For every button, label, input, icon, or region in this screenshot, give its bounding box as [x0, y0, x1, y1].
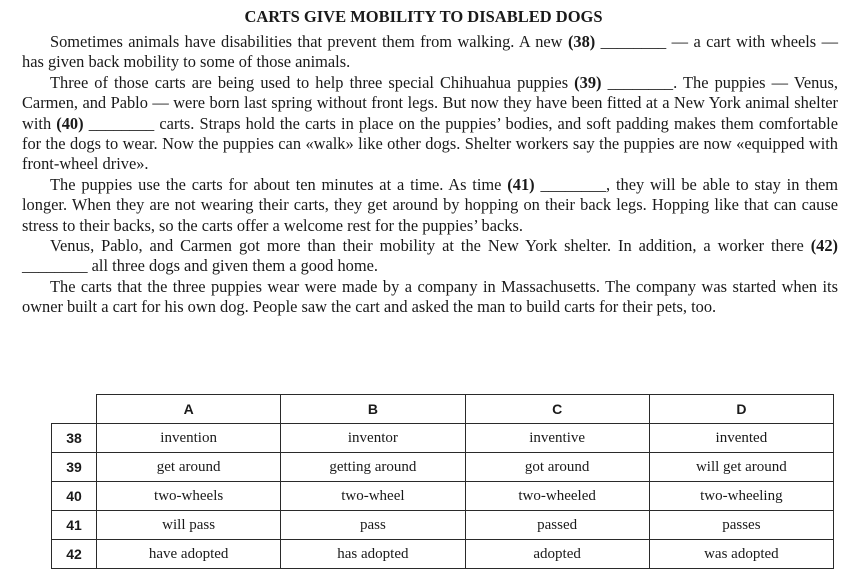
- paragraph-text: ________. The puppies — Venus, Carmen, and Pablo — were born last spring without front legs. But now they have been fitted at a New York animal shelter with: [22, 72, 838, 133]
- gap-number: (38): [567, 32, 596, 51]
- option-d: passes: [649, 511, 833, 540]
- option-b: pass: [281, 511, 465, 540]
- paragraph-text: ________ — a cart with wheels — has given back mobility to some of those animals.: [22, 32, 838, 72]
- option-a: have adopted: [97, 540, 281, 569]
- paragraph: [22, 236, 838, 277]
- table-header-row: [52, 395, 834, 424]
- option-d: will get around: [649, 453, 833, 482]
- paragraph-text: The puppies use the carts for about ten minutes at a time. As time: [50, 174, 508, 194]
- table-row: [52, 540, 834, 569]
- option-c: adopted: [465, 540, 649, 569]
- gap-number: (42): [810, 236, 838, 256]
- table-row: [52, 511, 834, 540]
- option-b: two-wheel: [281, 482, 465, 511]
- column-header-c: C: [465, 395, 649, 424]
- option-b: has adopted: [281, 540, 465, 569]
- gap-number: (40): [56, 113, 84, 133]
- option-a: invention: [97, 424, 281, 453]
- paragraph-text: ________ all three dogs and given them a good home.: [22, 256, 378, 276]
- paragraph-text: The carts that the three puppies wear were made by a company in Massachusetts. The company was started when its owner built a cart for his own dog. People saw the cart and asked the man to build carts for their pets, too.: [22, 276, 838, 317]
- option-a: get around: [97, 453, 281, 482]
- paragraph: [22, 277, 838, 318]
- question-number: 42: [52, 540, 97, 569]
- option-b: inventor: [281, 424, 465, 453]
- column-header-d: D: [649, 395, 833, 424]
- paragraph: [22, 175, 838, 236]
- answer-options-table: [51, 394, 834, 569]
- option-c: inventive: [465, 424, 649, 453]
- option-d: two-wheeling: [649, 482, 833, 511]
- option-a: two-wheels: [97, 482, 281, 511]
- table-row: [52, 424, 834, 453]
- paragraph-text: ________ carts. Straps hold the carts in place on the puppies’ bodies, and soft padding makes them comfortable for the dogs to wear. Now the puppies can «walk» like other dogs. Shelter workers say the puppies are now «equipped with front-wheel drive».: [22, 113, 839, 174]
- option-b: getting around: [281, 453, 465, 482]
- paragraph-text: ________, they will be able to stay in them longer. When they are not wearing their carts, they get around by hopping on their back legs. Hopping like that can cause stress to their backs, so the carts offer a welcome rest for the puppies’ backs.: [22, 174, 838, 235]
- paragraph-text: Venus, Pablo, and Carmen got more than their mobility at the New York shelter. In addition, a worker there: [50, 236, 811, 256]
- option-a: will pass: [97, 511, 281, 540]
- option-c: two-wheeled: [465, 482, 649, 511]
- table-corner-cell: [52, 395, 97, 424]
- option-d: invented: [649, 424, 833, 453]
- paragraph-text: Sometimes animals have disabilities that prevent them from walking. A new: [50, 32, 568, 51]
- question-number: 40: [52, 482, 97, 511]
- table-row: [52, 482, 834, 511]
- paragraph: [22, 32, 838, 73]
- option-c: got around: [465, 453, 649, 482]
- gap-number: (39): [574, 72, 602, 92]
- paragraph: [22, 73, 838, 175]
- table-row: [52, 453, 834, 482]
- gap-number: (41): [507, 174, 535, 194]
- option-c: passed: [465, 511, 649, 540]
- column-header-a: A: [97, 395, 281, 424]
- question-number: 38: [52, 424, 97, 453]
- question-number: 41: [52, 511, 97, 540]
- option-d: was adopted: [649, 540, 833, 569]
- question-number: 39: [52, 453, 97, 482]
- paragraph-text: Three of those carts are being used to help three special Chihuahua puppies: [50, 72, 575, 92]
- article-body: [22, 32, 838, 318]
- article-title: CARTS GIVE MOBILITY TO DISABLED DOGS: [244, 7, 603, 26]
- column-header-b: B: [281, 395, 465, 424]
